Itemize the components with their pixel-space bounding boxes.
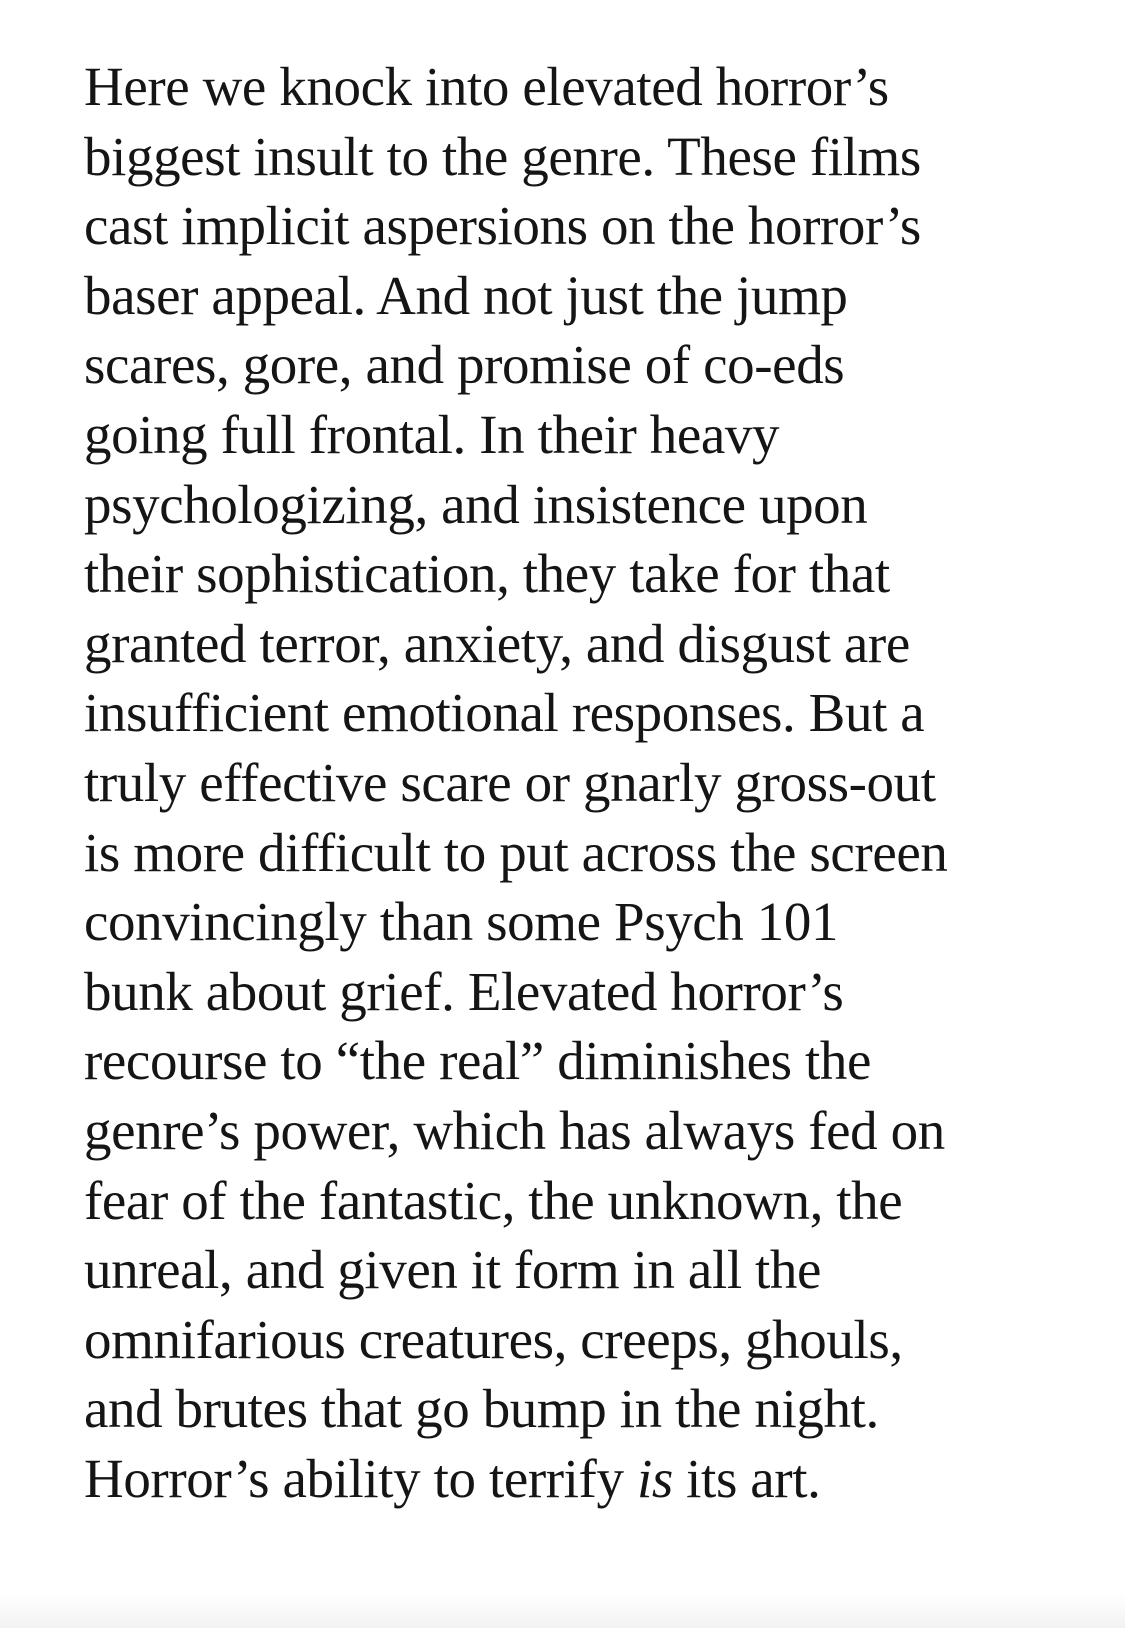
paragraph-line: cast implicit aspersions on the horror’s xyxy=(84,195,921,257)
paragraph-line: is more difficult to put across the screen xyxy=(84,821,948,883)
emphasized-word: is xyxy=(636,1447,673,1509)
paragraph-line: truly effective scare or gnarly gross-out xyxy=(84,751,936,813)
paragraph-line: biggest insult to the genre. These films xyxy=(84,125,921,187)
paragraph-line: convincingly than some Psych 101 xyxy=(84,891,839,953)
paragraph-line: and brutes that go bump in the night. xyxy=(84,1378,879,1440)
paragraph-line: granted terror, anxiety, and disgust are xyxy=(84,612,910,674)
paragraph-line: psychologizing, and insistence upon xyxy=(84,473,868,535)
paragraph-line: going full frontal. In their heavy xyxy=(84,403,780,465)
bottom-fade xyxy=(0,1594,1125,1628)
paragraph-line: fear of the fantastic, the unknown, the xyxy=(84,1169,903,1231)
paragraph-line: baser appeal. And not just the jump xyxy=(84,264,848,326)
paragraph-line: unreal, and given it form in all the xyxy=(84,1239,822,1301)
article-paragraph xyxy=(84,52,1084,1513)
paragraph-line: recourse to “the real” diminishes the xyxy=(84,1030,871,1092)
paragraph-last-line xyxy=(84,1444,1084,1514)
last-line-ending: its art. xyxy=(672,1447,821,1509)
paragraph-line: genre’s power, which has always fed on xyxy=(84,1099,945,1161)
paragraph-line: bunk about grief. Elevated horror’s xyxy=(84,960,844,1022)
paragraph-line: omnifarious creatures, creeps, ghouls, xyxy=(84,1308,903,1370)
paragraph-line: Here we knock into elevated horror’s xyxy=(84,56,889,117)
paragraph-line: their sophistication, they take for that xyxy=(84,543,890,605)
last-line-text: Horror’s ability to terrify xyxy=(84,1447,637,1509)
paragraph-line: insufficient emotional responses. But a xyxy=(84,682,925,744)
paragraph-line: scares, gore, and promise of co-eds xyxy=(84,334,845,396)
